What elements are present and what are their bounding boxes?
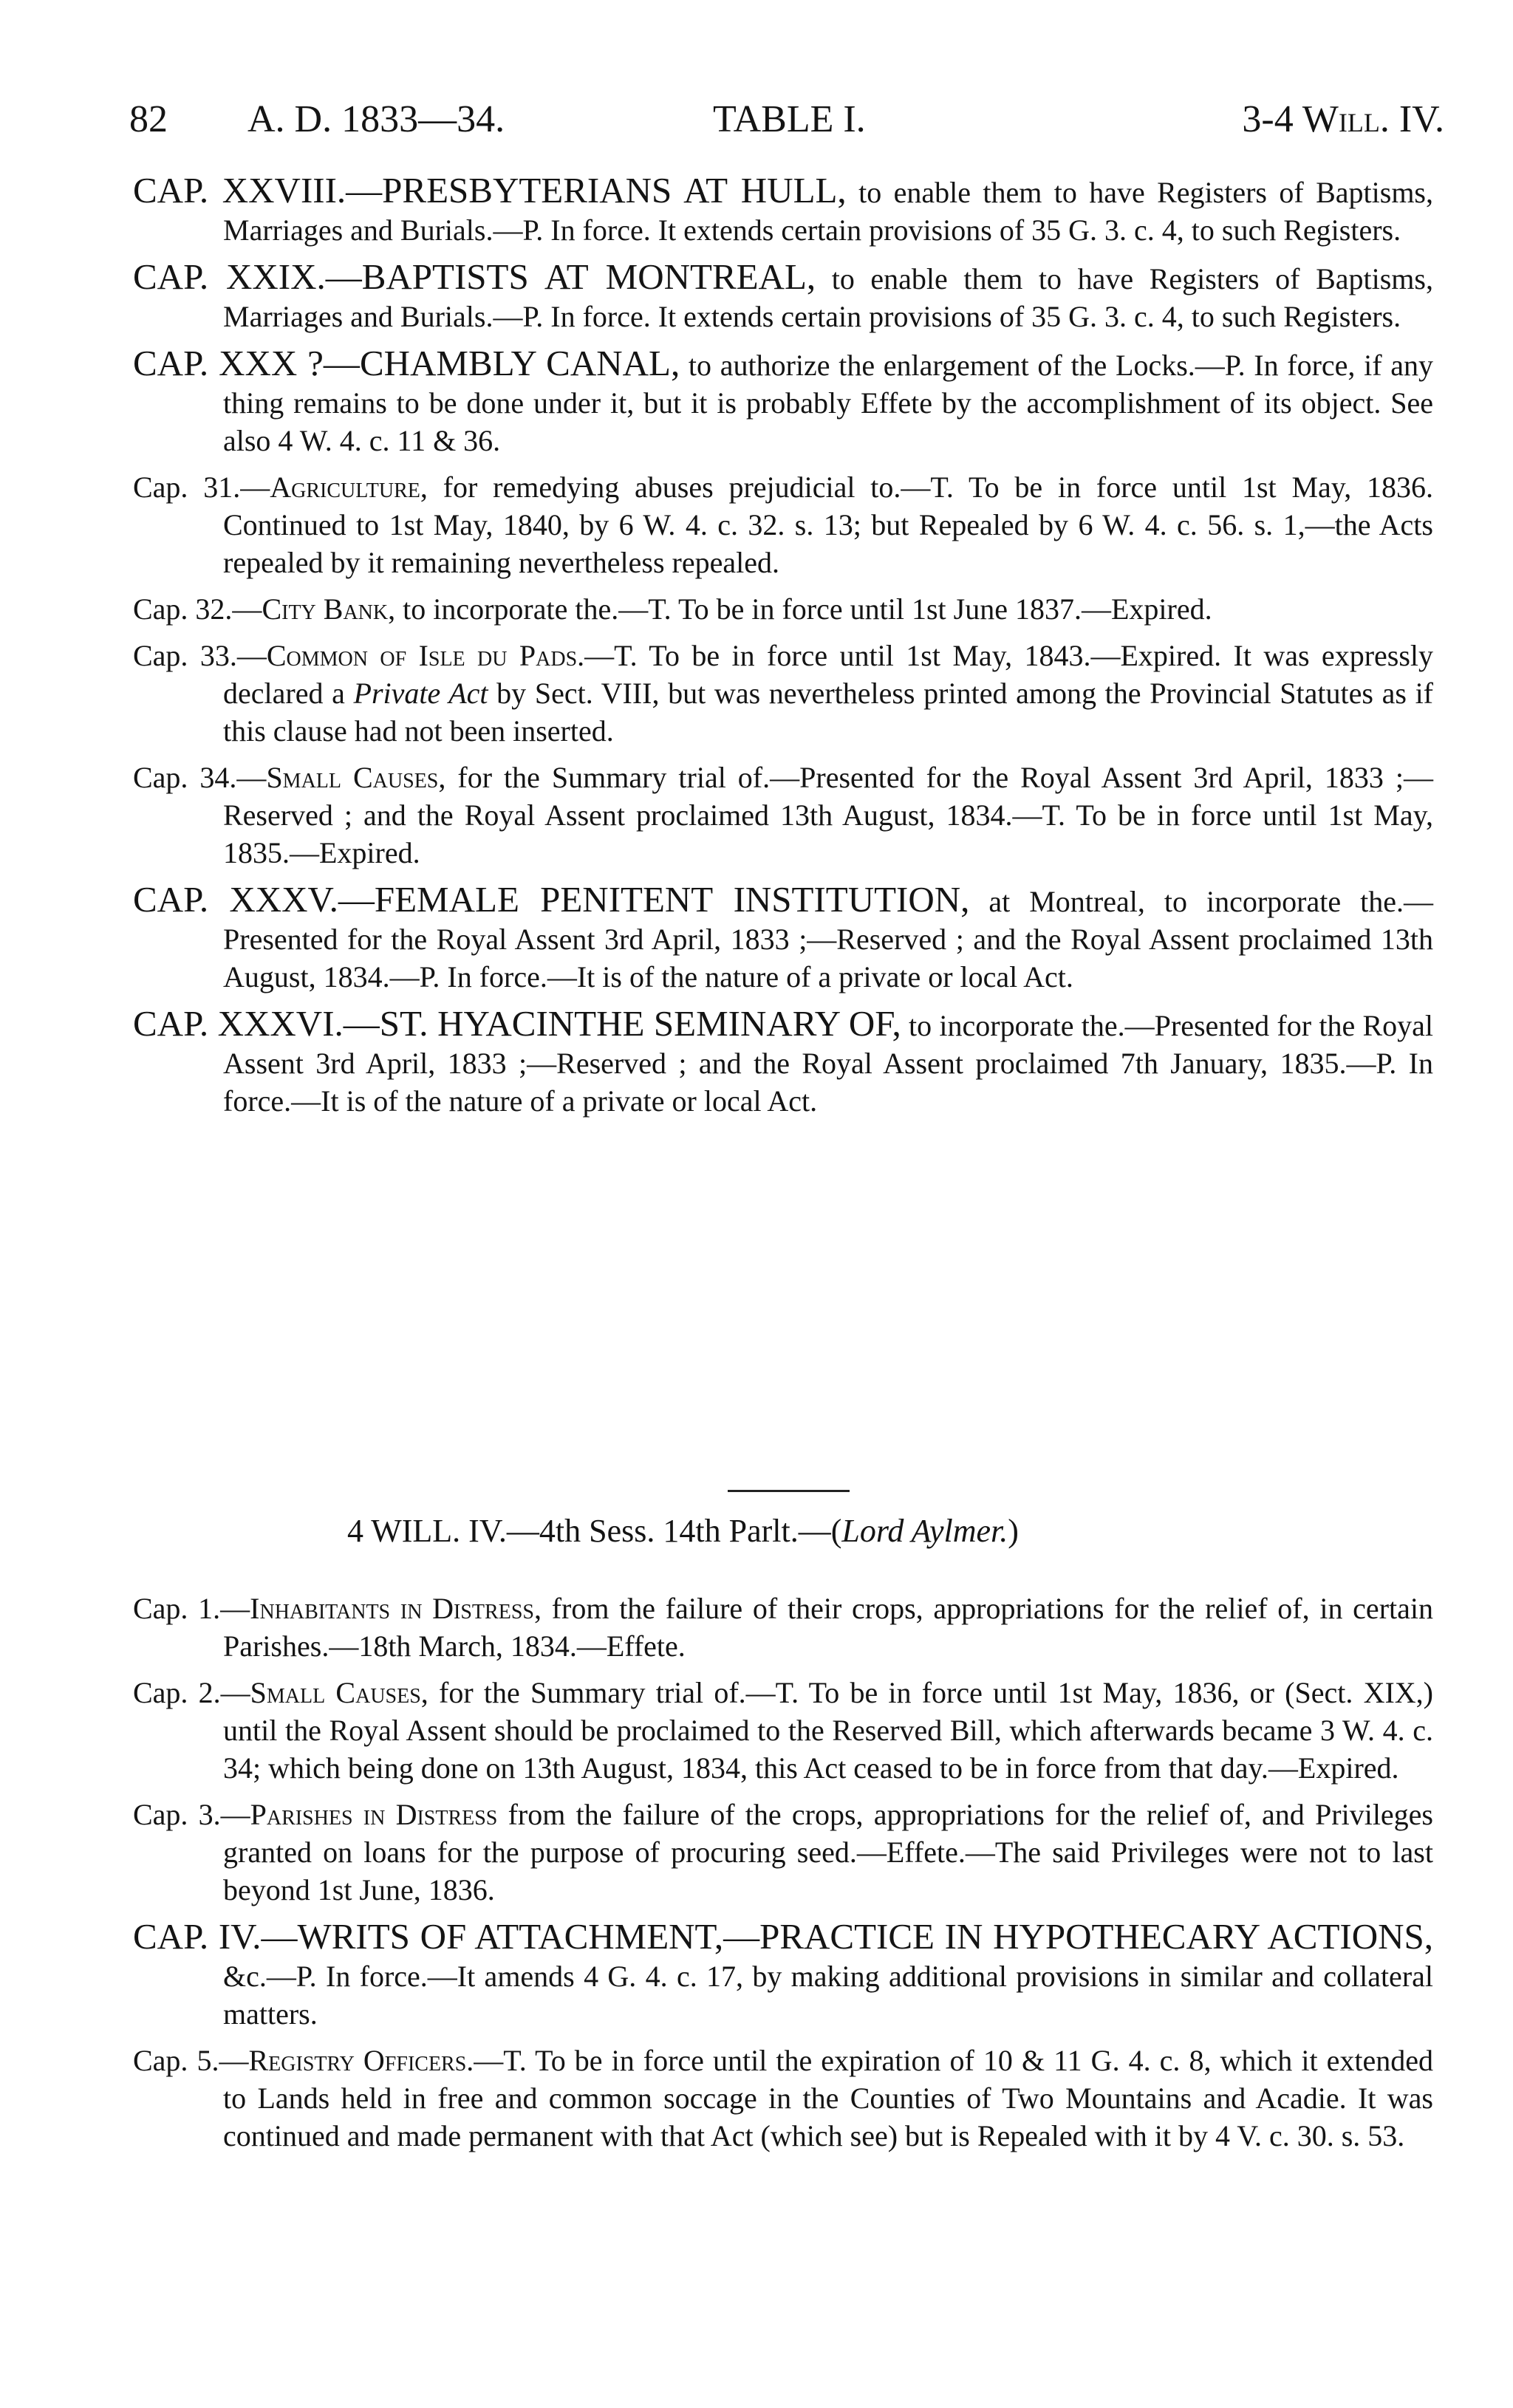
entry-cap: Cap. 31.— <box>133 471 270 504</box>
entry-cap: Cap. 2.— <box>133 1676 250 1709</box>
entry-cap: Cap. 32.— <box>133 592 262 626</box>
entry-cap-xxx <box>133 344 1433 459</box>
entry-title: Small Causes, <box>250 1676 428 1709</box>
session-governor: Lord Aylmer. <box>841 1513 1008 1549</box>
entry-text: at Montreal, to incorporate the.—Presented for the Royal Assent 3rd April, 1833 ;—Reserved ; and the Royal Assent proclaimed 13th August, 1834.—P. In force.—It is of the nature of a private or local Act. <box>223 885 1433 993</box>
entry-cap-31 <box>133 468 1433 581</box>
entry-title: ST. HYACINTHE SEMINARY OF, <box>379 1003 901 1044</box>
entry-cap-xxxvi <box>133 1005 1433 1120</box>
entry-cap: CAP. XXX ?— <box>133 343 360 383</box>
running-header <box>129 98 1444 149</box>
entry-title: BAPTISTS AT MONTREAL, <box>361 256 816 297</box>
entry-title: PRESBYTERIANS AT HULL, <box>382 170 847 211</box>
entry-cap: Cap. 33.— <box>133 639 267 672</box>
entry-title: CHAMBLY CANAL, <box>359 343 680 383</box>
session-reign: 4 WILL. IV.—4th Sess. 14th Parlt.—( <box>347 1513 842 1549</box>
entry-text: to enable them to have Registers of Baptisms, Marriages and Burials.—P. In force. It extends certain provisions of 35 G. 3. c. 4, to such Registers. <box>223 176 1433 247</box>
entry-title: City Bank, <box>262 592 396 626</box>
session-close: ) <box>1008 1513 1019 1549</box>
header-years: A. D. 1833—34. <box>247 98 505 140</box>
entry-title: Registry Officers. <box>248 2044 474 2077</box>
entry-text: to incorporate the.—T. To be in force until 1st June 1837.—Expired. <box>395 592 1212 626</box>
entry-cap-1 <box>133 1590 1433 1665</box>
entry-cap: CAP. XXIX.— <box>133 256 362 297</box>
entry-text: to incorporate the.—Presented for the Royal Assent 3rd April, 1833 ;—Reserved ; and the Royal Assent proclaimed 7th January, 1835.—P. In force.—It is of the nature of a private or local Act. <box>223 1009 1433 1118</box>
entry-cap: CAP. XXXV.— <box>133 879 375 920</box>
entry-cap-iv <box>133 1918 1433 2033</box>
entries-list <box>133 171 1433 1129</box>
entry-title: Parishes in Distress <box>250 1798 498 1831</box>
entry-cap: Cap. 34.— <box>133 761 267 794</box>
entry-text: for the Summary trial of.—Presented for the Royal Assent 3rd April, 1833 ;—Reserved ; and the Royal Assent proclaimed 13th August, 1834.—T. To be in force until 1st May, 1835.—Expired. <box>223 761 1433 869</box>
entry-text: to authorize the enlargement of the Locks.—P. In force, if any thing remains to be done under it, but it is probably Effete by the accomplishment of its object. See also 4 W. 4. c. 11 & 36. <box>223 349 1434 457</box>
entry-cap-xxviii <box>133 171 1433 249</box>
section-divider <box>728 1490 850 1492</box>
entry-cap: Cap. 3.— <box>133 1798 250 1831</box>
session-entries-list <box>133 1590 1433 2164</box>
entry-text: —T. To be in force until the expiration of 10 & 11 G. 4. c. 8, which it extended to Lands held in free and common soccage in the Counties of Two Mountains and Acadie. It was continued and made permanent with that Act (which see) but is Repealed with it by 4 V. c. 30. s. 53. <box>223 2044 1433 2152</box>
entry-text: from the failure of their crops, appropriations for the relief of, in certain Parishes.—18th March, 1834.—Effete. <box>223 1592 1433 1663</box>
entry-text: for remedying abuses prejudicial to.—T. To be in force until 1st May, 1836. Continued to 1st May, 1840, by 6 W. 4. c. 32. s. 13; but Repealed by 6 W. 4. c. 56. s. 1,—the Acts repealed by it remaining nevertheless repealed. <box>223 471 1434 579</box>
entry-cap: CAP. IV.— <box>133 1916 298 1957</box>
entry-cap-33 <box>133 637 1433 750</box>
entry-title: WRITS OF ATTACHMENT,—PRACTICE IN HYPOTHECARY ACTIONS, <box>297 1916 1433 1957</box>
entry-italic-text: Private Act <box>353 677 488 710</box>
entry-cap-3 <box>133 1796 1433 1909</box>
entry-title: Common of Isle du Pads. <box>266 639 585 672</box>
entry-cap-32 <box>133 590 1433 628</box>
entry-title: Inhabitants in Distress, <box>250 1592 542 1625</box>
entry-cap-xxix <box>133 258 1433 335</box>
entry-title: Small Causes, <box>266 761 446 794</box>
header-reign: 3-4 Will. IV. <box>1242 98 1444 140</box>
entry-text: &c.—P. In force.—It amends 4 G. 4. c. 17, by making additional provisions in similar and collateral matters. <box>223 1960 1433 2031</box>
entry-text: from the failure of the crops, appropriations for the relief of, and Privileges granted on loans for the purpose of procuring seed.—Effete.—The said Privileges were not to last beyond 1st June, 1836. <box>223 1798 1433 1906</box>
entry-cap-2 <box>133 1674 1433 1787</box>
entry-title: FEMALE PENITENT INSTITUTION, <box>374 879 970 920</box>
entry-text: to enable them to have Registers of Baptisms, Marriages and Burials.—P. In force. It extends certain provisions of 35 G. 3. c. 4, to such Registers. <box>223 262 1433 333</box>
entry-cap: Cap. 5.— <box>133 2044 249 2077</box>
entry-text: —T. To be in force until 1st May, 1843.—Expired. It was expressly declared a <box>223 639 1434 710</box>
entry-text-after: by Sect. VIII, but was nevertheless printed among the Provincial Statutes as if this clause had not been inserted. <box>223 677 1434 748</box>
entry-cap: CAP. XXXVI.— <box>133 1003 380 1044</box>
entry-cap: Cap. 1.— <box>133 1592 250 1625</box>
header-table-title: TABLE I. <box>713 98 866 140</box>
entry-cap: CAP. XXVIII.— <box>133 170 383 211</box>
page-number: 82 <box>129 98 168 140</box>
entry-cap-xxxv <box>133 880 1433 996</box>
entry-cap-5 <box>133 2042 1433 2155</box>
entry-cap-34 <box>133 759 1433 872</box>
entry-title: Agriculture, <box>270 471 428 504</box>
session-heading <box>347 1512 1019 1550</box>
entry-text: for the Summary trial of.—T. To be in force until 1st May, 1836, or (Sect. XIX,) until the Royal Assent should be proclaimed to the Reserved Bill, which afterwards became 3 W. 4. c. 34; which being done on 13th August, 1834, this Act ceased to be in force from that day.—Expired. <box>223 1676 1433 1785</box>
